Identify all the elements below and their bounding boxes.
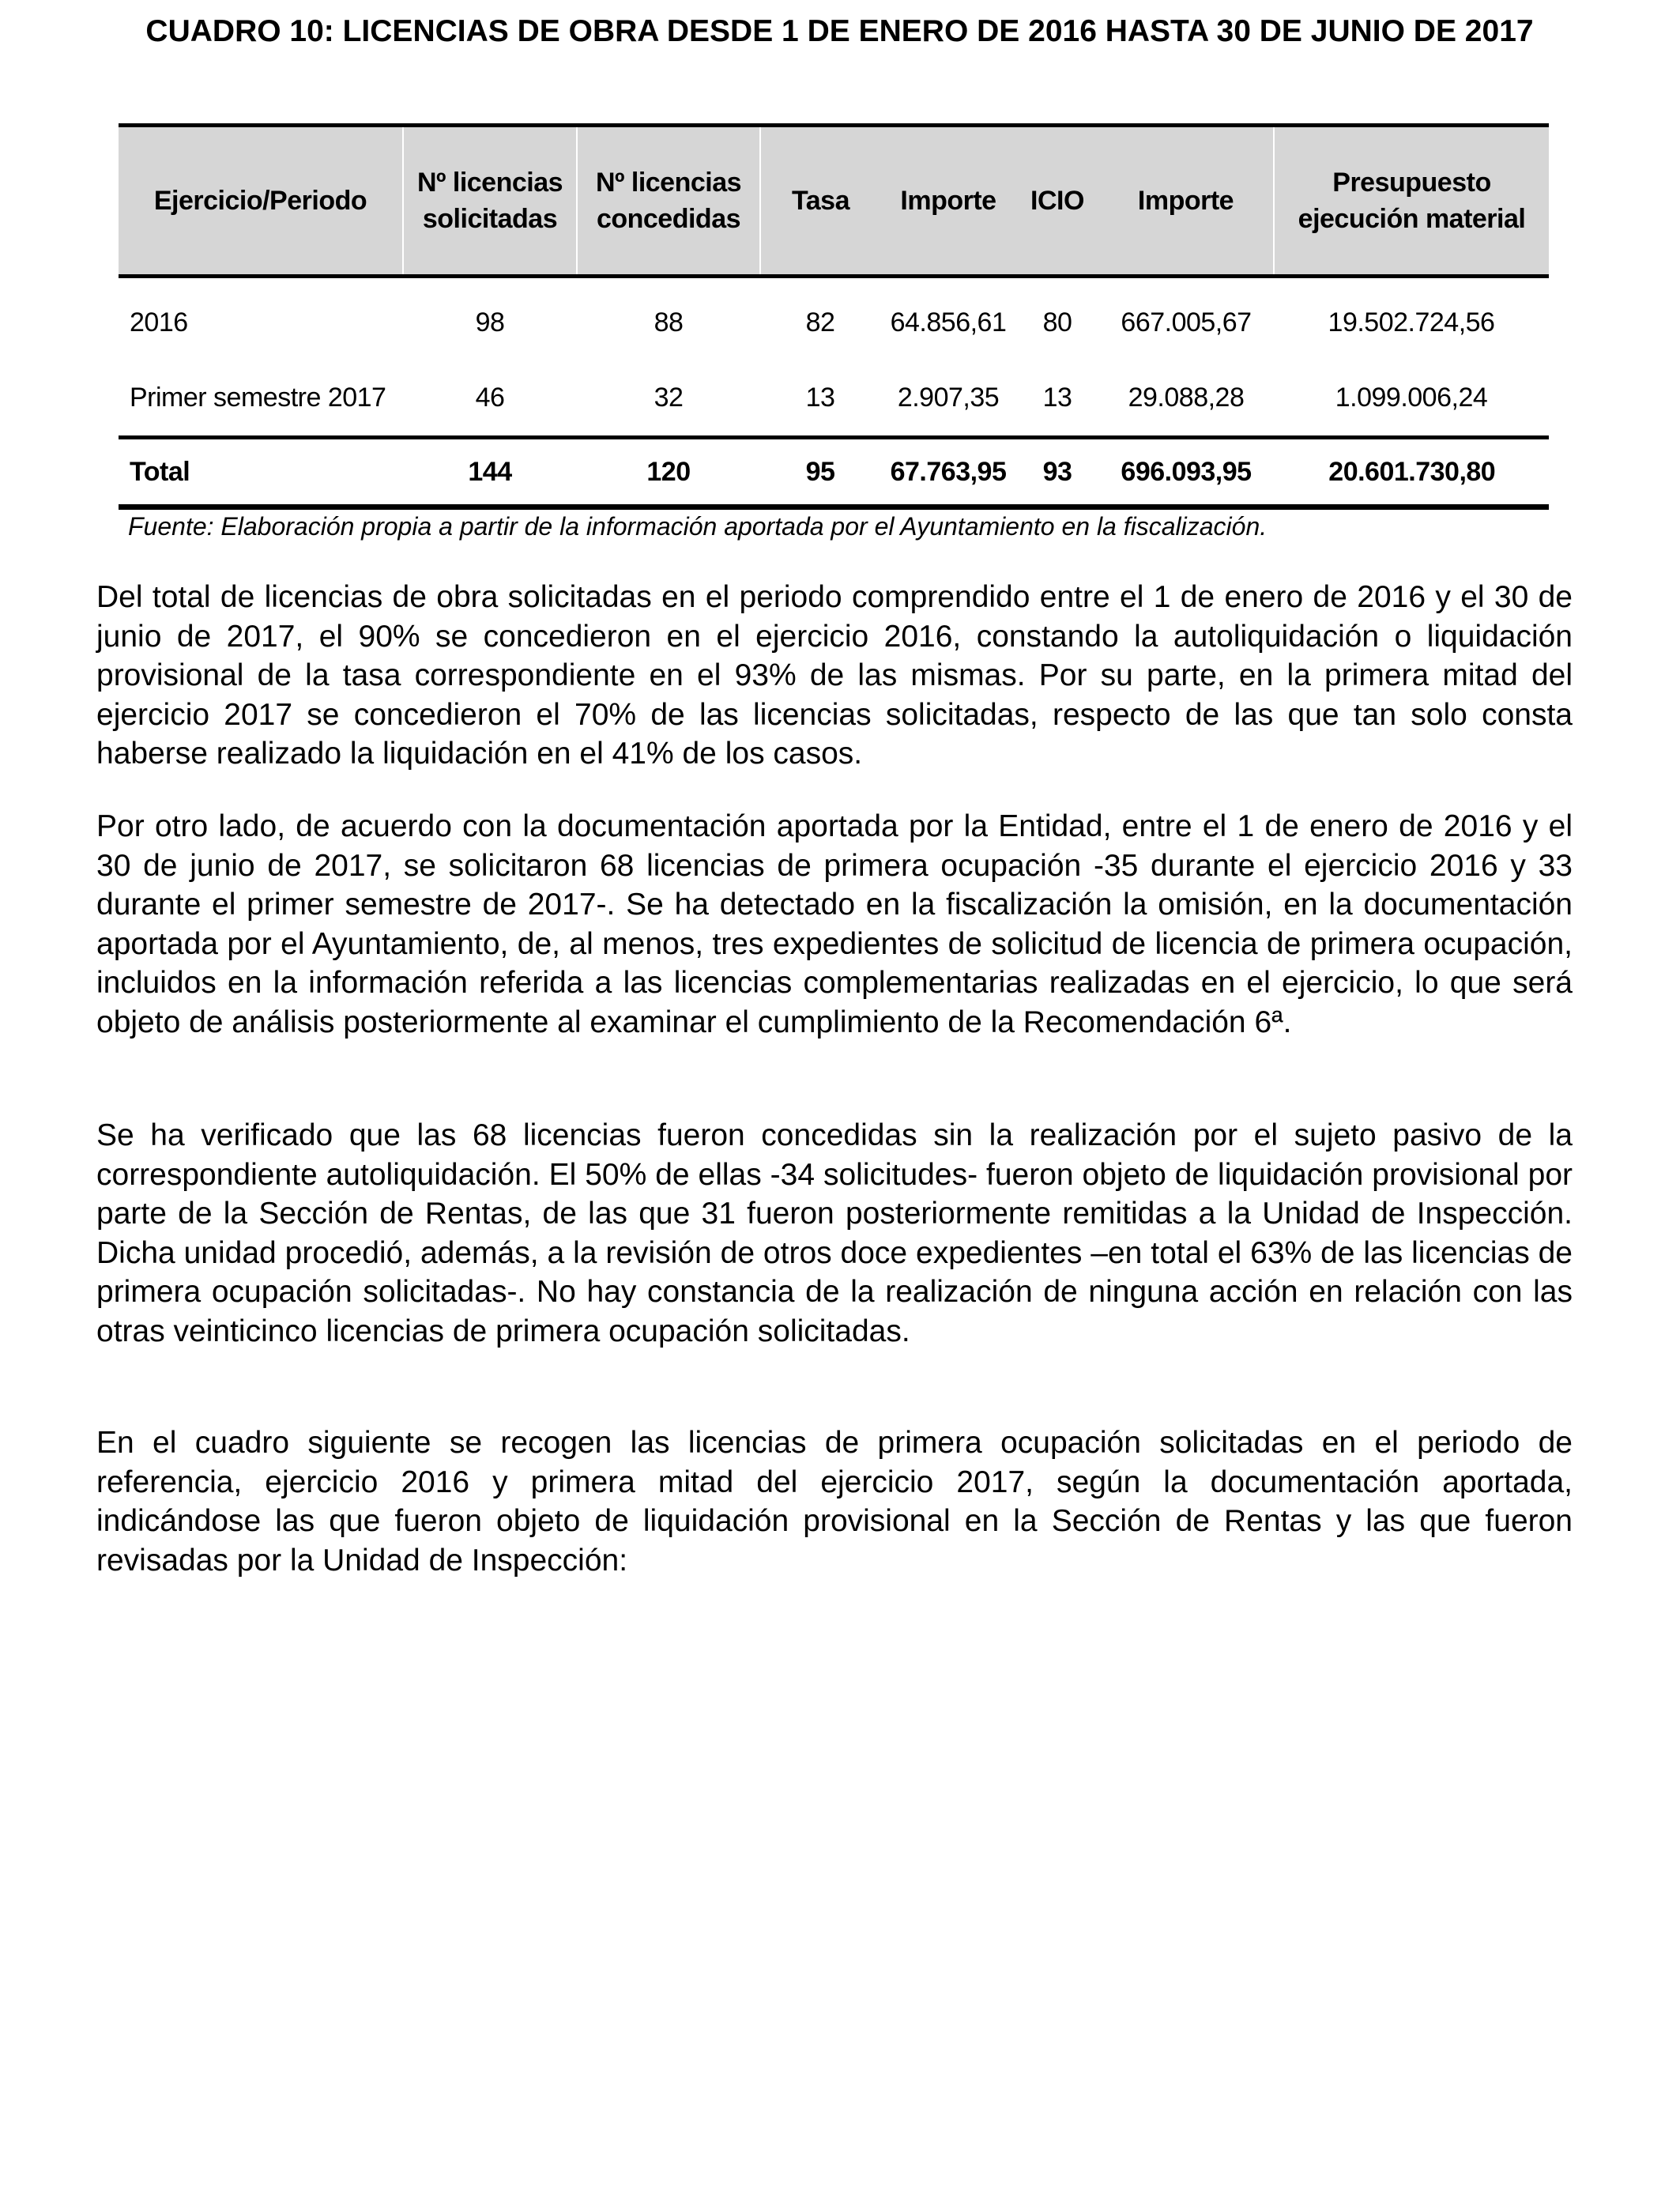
body-paragraph: En el cuadro siguiente se recogen las licencias de primera ocupación solicitadas en el periodo de referencia, ejercicio 2016 y primera mitad del ejercicio 2017, según la documentación aportada, indicándose las que fueron objeto de liquidación provisional en la Sección de Rentas y las que fueron revisadas por la Unidad de Inspección: xyxy=(96,1426,1573,1578)
total-cell: 144 xyxy=(403,438,577,507)
table-cell: 32 xyxy=(654,383,684,413)
body-paragraph: Se ha verificado que las 68 licencias fueron concedidas sin la realización por el sujeto pasivo de la correspondiente autoliquidación. El 50% de ellas -34 solicitudes- fueron objeto de liquidación provisional por parte de la Sección de Rentas, de las que 31 fueron posteriormente remitidas a la Unidad de Inspección. Dicha unidad procedió, además, a la revisión de otros doce expedientes –en total el 63% de las licencias de primera ocupación solicitadas-. No hay constancia de la realización de ninguna acción en relación con las otras veinticinco licencias de primera ocupación solicitadas. xyxy=(96,1118,1573,1348)
licencias-table xyxy=(119,123,1549,510)
total-cell: 696.093,95 xyxy=(1098,438,1274,507)
table-cell: 88 xyxy=(654,307,684,337)
body-paragraph: Por otro lado, de acuerdo con la documentación aportada por la Entidad, entre el 1 de enero de 2016 y el 30 de junio de 2017, se solicitaron 68 licencias de primera ocupación -35 durante el ejercicio 2016 y 33 durante el primer semestre de 2017-. Se ha detectado en la fiscalización la omisión, en la documentación aportada por el Ayuntamiento, de, al menos, tres expedientes de solicitud de licencia de primera ocupación, incluidos en la información referida a las licencias complementarias realizadas en el ejercicio, lo que será objeto de análisis posteriormente al examinar el cumplimiento de la Recomendación 6ª. xyxy=(96,809,1573,1039)
header-ejercicio-periodo: Ejercicio/Periodo xyxy=(119,126,403,277)
table-cell: 82 xyxy=(805,307,835,337)
header-importe-tasa: Importe xyxy=(880,126,1016,277)
header-icio: ICIO xyxy=(1016,126,1098,277)
total-cell: 20.601.730,80 xyxy=(1274,438,1549,507)
table-row xyxy=(119,277,1549,361)
header-tasa: Tasa xyxy=(760,126,880,277)
table-header xyxy=(119,126,1549,277)
header-importe-icio: Importe xyxy=(1098,126,1274,277)
table-total-row xyxy=(119,438,1549,507)
header-licencias-solicitadas: Nº licencias solicitadas xyxy=(403,126,577,277)
table-cell: 2016 xyxy=(130,307,188,337)
page-title: CUADRO 10: LICENCIAS DE OBRA DESDE 1 DE ENERO DE 2016 HASTA 30 DE JUNIO DE 2017 xyxy=(145,14,1534,48)
table-cell: 80 xyxy=(1042,307,1072,337)
header-presupuesto: Presupuesto ejecución material xyxy=(1274,126,1549,277)
table-cell: 2.907,35 xyxy=(897,383,1000,413)
table-cell: 1.099.006,24 xyxy=(1335,383,1488,413)
table-cell: 19.502.724,56 xyxy=(1328,307,1495,337)
table-cell: 64.856,61 xyxy=(890,307,1007,337)
table-cell: 667.005,67 xyxy=(1121,307,1252,337)
table-cell: 13 xyxy=(1042,383,1072,413)
header-licencias-concedidas: Nº licencias concedidas xyxy=(577,126,760,277)
total-cell: 95 xyxy=(760,438,880,507)
total-cell: 93 xyxy=(1016,438,1098,507)
licencias-table-container xyxy=(119,123,1549,510)
table-cell: Primer semestre 2017 xyxy=(130,383,386,413)
total-cell: 67.763,95 xyxy=(880,438,1016,507)
total-cell: 120 xyxy=(577,438,760,507)
table-cell: 29.088,28 xyxy=(1128,383,1245,413)
table-cell: 13 xyxy=(805,383,835,413)
total-label: Total xyxy=(119,438,403,507)
table-source-note: Fuente: Elaboración propia a partir de la información aportada por el Ayuntamiento en la fiscalización. xyxy=(128,512,1268,541)
body-paragraph: Del total de licencias de obra solicitadas en el periodo comprendido entre el 1 de enero de 2016 y el 30 de junio de 2017, el 90% se concedieron en el ejercicio 2016, constando la autoliquidación o liquidación provisional de la tasa correspondiente en el 93% de las mismas. Por su parte, en la primera mitad del ejercicio 2017 se concedieron el 70% de las licencias solicitadas, respecto de las que tan solo consta haberse realizado la liquidación en el 41% de los casos. xyxy=(96,580,1573,771)
table-row xyxy=(119,360,1549,438)
table-body xyxy=(119,277,1549,438)
table-cell: 98 xyxy=(475,307,505,337)
table-cell: 46 xyxy=(475,383,505,413)
table-total xyxy=(119,438,1549,507)
table-header-row xyxy=(119,126,1549,277)
